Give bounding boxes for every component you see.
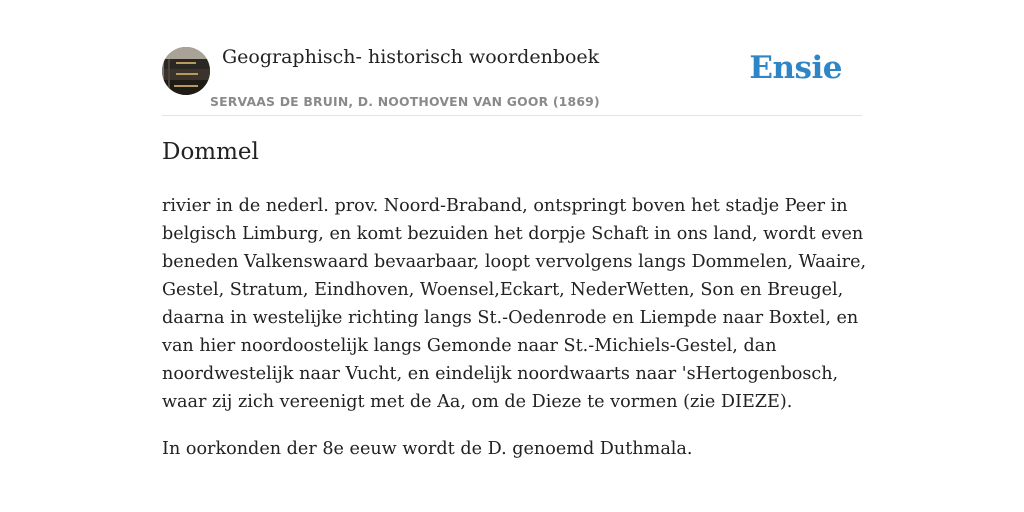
entry-paragraph: rivier in de nederl. prov. Noord-Braband, ontspringt boven het stadje Peer in belgisch Limburg, en komt bezuiden het dorpje Schaft in ons land, wordt even beneden Valkenswaard bevaarbaar, loopt vervolgens langs Dommelen, Waaire, Gestel, Stratum, Eindhoven, Woensel,Eckart, NederWetten, Son en Breugel, daarna in westelijke richting langs St.-Oedenrode en Liempde naar Boxtel, en van hier noordoostelijk langs Gemonde naar St.-Michiels-Gestel, dan noordwestelijk naar Vucht, en eindelijk noordwaarts naar 'sHertogenbosch, waar zij zich vereenigt met de Aa, om de Dieze te vormen (zie DIEZE).	[162, 196, 867, 412]
book-cover-icon[interactable]	[162, 47, 210, 95]
ensie-logo-link[interactable]: Ensie	[749, 50, 842, 86]
entry-body	[162, 192, 867, 482]
book-title[interactable]: Geographisch- historisch woordenboek	[222, 46, 600, 68]
entry-paragraph: In oorkonden der 8e eeuw wordt de D. genoemd Duthmala.	[162, 439, 693, 459]
entry-term: Dommel	[162, 139, 259, 165]
book-header	[162, 40, 862, 116]
book-author: SERVAAS DE BRUIN, D. NOOTHOVEN VAN GOOR (1869)	[210, 94, 600, 109]
